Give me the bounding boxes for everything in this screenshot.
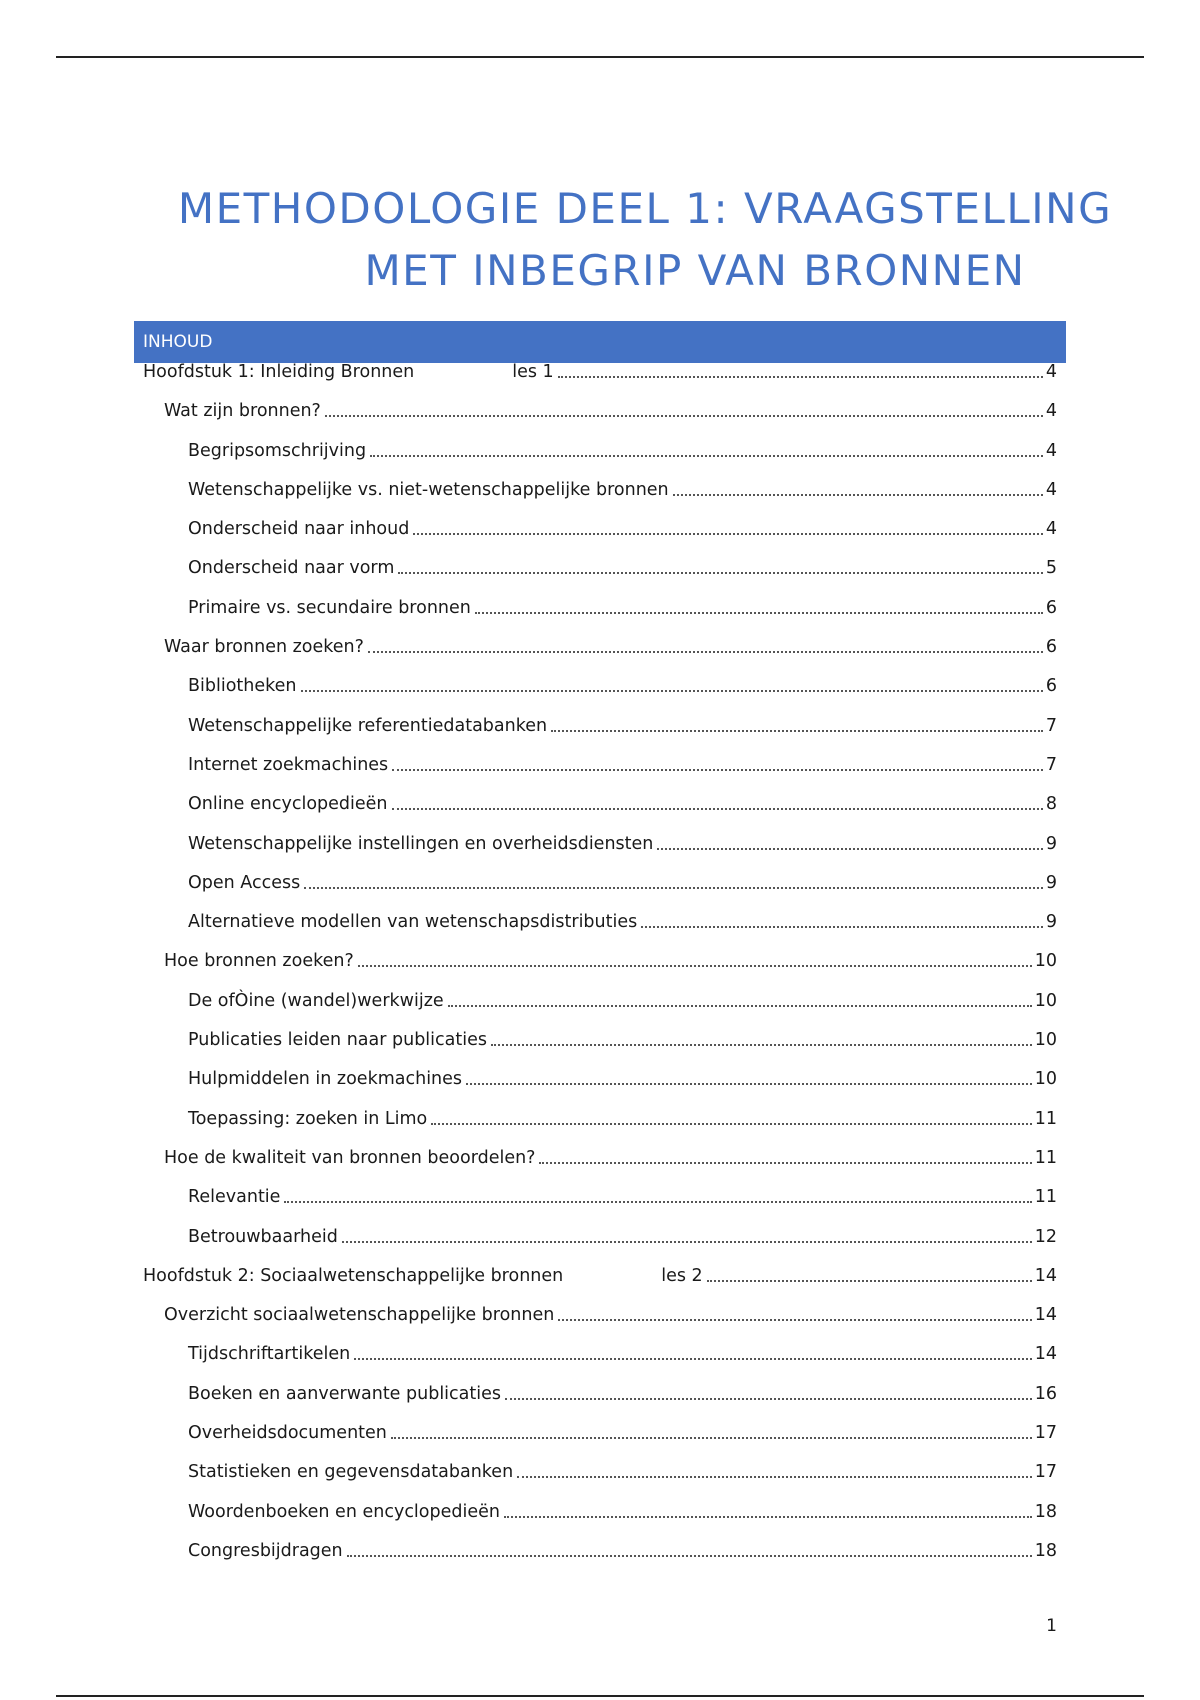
toc-entry-page: 14 [1034,1265,1057,1286]
toc-entry-title: Hulpmiddelen in zoekmachines [188,1069,463,1090]
toc-entry-title: Publicaties leiden naar publicaties [188,1030,487,1051]
toc-entry-page: 17 [1034,1462,1057,1483]
toc-dot-leader [558,359,1043,378]
toc-entry-page: 6 [1045,637,1057,658]
toc-entry-page: 14 [1034,1305,1057,1326]
toc-entry[interactable] [0,1027,1200,1066]
toc-entry-page: 17 [1034,1423,1057,1444]
toc-entry[interactable] [0,555,1200,594]
toc-entry-title: Relevantie [188,1187,281,1208]
toc-entry-page: 18 [1034,1501,1057,1522]
toc-entry-title: Onderscheid naar inhoud [188,519,410,540]
toc-entry[interactable] [0,1341,1200,1380]
toc-entry-page: 9 [1045,872,1057,893]
toc-entry-page: 4 [1045,440,1057,461]
toc-entry[interactable] [0,909,1200,948]
toc-entry-title: Tijdschriftartikelen [188,1344,351,1365]
toc-entry-page: 7 [1045,715,1057,736]
toc-entry-title: Hoe de kwaliteit van bronnen beoordelen? [164,1147,536,1168]
toc-dot-leader [539,1145,1031,1164]
toc-dot-leader [342,1224,1032,1243]
toc-heading: INHOUD [134,321,1066,363]
toc-dot-leader [392,791,1043,810]
toc-entry[interactable] [0,713,1200,752]
toc-entry[interactable] [0,988,1200,1027]
toc-dot-leader [358,948,1032,967]
toc-entry[interactable] [0,1381,1200,1420]
toc-dot-leader [431,1106,1031,1125]
toc-entry-page: 4 [1045,519,1057,540]
toc-entry-lesson: les 2 [661,1265,703,1286]
toc-entry-page: 11 [1034,1147,1057,1168]
toc-entry[interactable] [0,948,1200,987]
toc-dot-leader [558,1302,1031,1321]
toc-dot-leader [641,909,1043,928]
toc-entry-title: Overzicht sociaalwetenschappelijke bronnen [164,1305,555,1326]
toc-dot-leader [347,1538,1032,1557]
toc-entry-page: 11 [1034,1108,1057,1129]
toc-entry-title: Statistieken en gegevensdatabanken [188,1462,514,1483]
toc-entry[interactable] [0,634,1200,673]
toc-entry-page: 12 [1034,1226,1057,1247]
toc-entry-page: 9 [1045,912,1057,933]
toc-entry[interactable] [0,1106,1200,1145]
toc-dot-leader [398,555,1042,574]
toc-entry-title: Wetenschappelijke instellingen en overheidsdiensten [188,833,654,854]
toc-entry-page: 7 [1045,754,1057,775]
toc-dot-leader [392,752,1043,771]
toc-entry-page: 8 [1045,794,1057,815]
toc-dot-leader [491,1027,1032,1046]
toc-entry-page: 6 [1045,597,1057,618]
toc-entry[interactable] [0,1420,1200,1459]
toc-entry-title: Woordenboeken en encyclopedieën [188,1501,500,1522]
toc-entry-title: Primaire vs. secundaire bronnen [188,597,471,618]
toc-entry[interactable] [0,516,1200,555]
toc-entry[interactable] [0,438,1200,477]
toc-dot-leader [673,477,1043,496]
toc-entry-title: De ofÒine (wandel)werkwijze [188,990,444,1011]
toc-entry-title: Waar bronnen zoeken? [164,637,364,658]
toc-entry[interactable] [0,595,1200,634]
toc-entry-page: 9 [1045,833,1057,854]
toc-dot-leader [551,713,1043,732]
toc-dot-leader [354,1341,1031,1360]
toc-entry-title: Alternatieve modellen van wetenschapsdistributies [188,912,638,933]
toc-dot-leader [325,398,1043,417]
table-of-contents [0,359,1200,1577]
toc-dot-leader [284,1184,1031,1203]
title-line-2: MET INBEGRIP VAN BRONNEN [364,246,1026,295]
toc-entry-page: 11 [1034,1187,1057,1208]
toc-dot-leader [504,1499,1032,1518]
toc-entry-title: Betrouwbaarheid [188,1226,338,1247]
toc-entry-title: Overheidsdocumenten [188,1423,387,1444]
toc-entry-title: Hoofdstuk 2: Sociaalwetenschappelijke bronnen [143,1265,564,1286]
toc-entry-page: 10 [1034,951,1057,972]
toc-entry-lesson: les 1 [512,362,554,382]
toc-dot-leader [304,870,1043,889]
toc-entry-page: 16 [1034,1383,1057,1404]
toc-entry[interactable] [0,752,1200,791]
toc-entry-page: 10 [1034,990,1057,1011]
toc-dot-leader [370,438,1043,457]
title-line-1: METHODOLOGIE DEEL 1: VRAAGSTELLING [177,184,1113,233]
document-title [0,178,1200,302]
toc-entry-title: Toepassing: zoeken in Limo [188,1108,428,1129]
toc-entry[interactable] [0,398,1200,437]
toc-entry[interactable] [0,1263,1200,1302]
toc-entry[interactable] [0,870,1200,909]
toc-dot-leader [707,1263,1032,1282]
toc-entry-title: Online encyclopedieën [188,794,388,815]
toc-entry[interactable] [0,791,1200,830]
toc-entry[interactable] [0,1145,1200,1184]
toc-entry-page: 10 [1034,1030,1057,1051]
toc-entry-title: Wetenschappelijke referentiedatabanken [188,715,548,736]
toc-entry-title: Wetenschappelijke vs. niet-wetenschappelijke bronnen [188,479,669,500]
toc-entry-page: 18 [1034,1540,1057,1561]
toc-entry-title: Congresbijdragen [188,1540,343,1561]
toc-entry-page: 4 [1045,479,1057,500]
toc-entry[interactable] [0,831,1200,870]
toc-entry-page: 10 [1034,1069,1057,1090]
toc-dot-leader [466,1066,1032,1085]
toc-entry-page: 4 [1045,362,1057,382]
toc-entry[interactable] [0,673,1200,712]
toc-entry-title: Boeken en aanverwante publicaties [188,1383,501,1404]
page-number: 1 [1046,1616,1057,1636]
toc-dot-leader [368,634,1043,653]
toc-entry-title: Open Access [188,872,301,893]
toc-entry-page: 14 [1034,1344,1057,1365]
toc-entry-title: Wat zijn bronnen? [164,401,321,422]
toc-entry[interactable] [0,1224,1200,1263]
toc-entry-title: Hoe bronnen zoeken? [164,951,354,972]
toc-entry[interactable] [0,1459,1200,1498]
toc-dot-leader [301,673,1043,692]
toc-entry[interactable] [0,1538,1200,1577]
toc-dot-leader [391,1420,1032,1439]
toc-dot-leader [475,595,1043,614]
toc-entry[interactable] [0,359,1200,398]
toc-entry[interactable] [0,1302,1200,1341]
toc-dot-leader [505,1381,1032,1400]
header-rule [56,56,1144,58]
toc-entry[interactable] [0,1066,1200,1105]
toc-dot-leader [448,988,1032,1007]
toc-entry[interactable] [0,477,1200,516]
toc-entry-title: Hoofdstuk 1: Inleiding Bronnen [143,362,415,382]
toc-dot-leader [517,1459,1032,1478]
footer-rule [56,1695,1144,1697]
toc-entry-title: Internet zoekmachines [188,754,389,775]
toc-entry[interactable] [0,1499,1200,1538]
toc-entry-page: 5 [1045,558,1057,579]
toc-entry-title: Begripsomschrijving [188,440,367,461]
toc-entry-page: 4 [1045,401,1057,422]
toc-entry-page: 6 [1045,676,1057,697]
toc-entry-title: Onderscheid naar vorm [188,558,395,579]
toc-entry[interactable] [0,1184,1200,1223]
toc-dot-leader [413,516,1043,535]
toc-entry-title: Bibliotheken [188,676,297,697]
toc-dot-leader [657,831,1042,850]
